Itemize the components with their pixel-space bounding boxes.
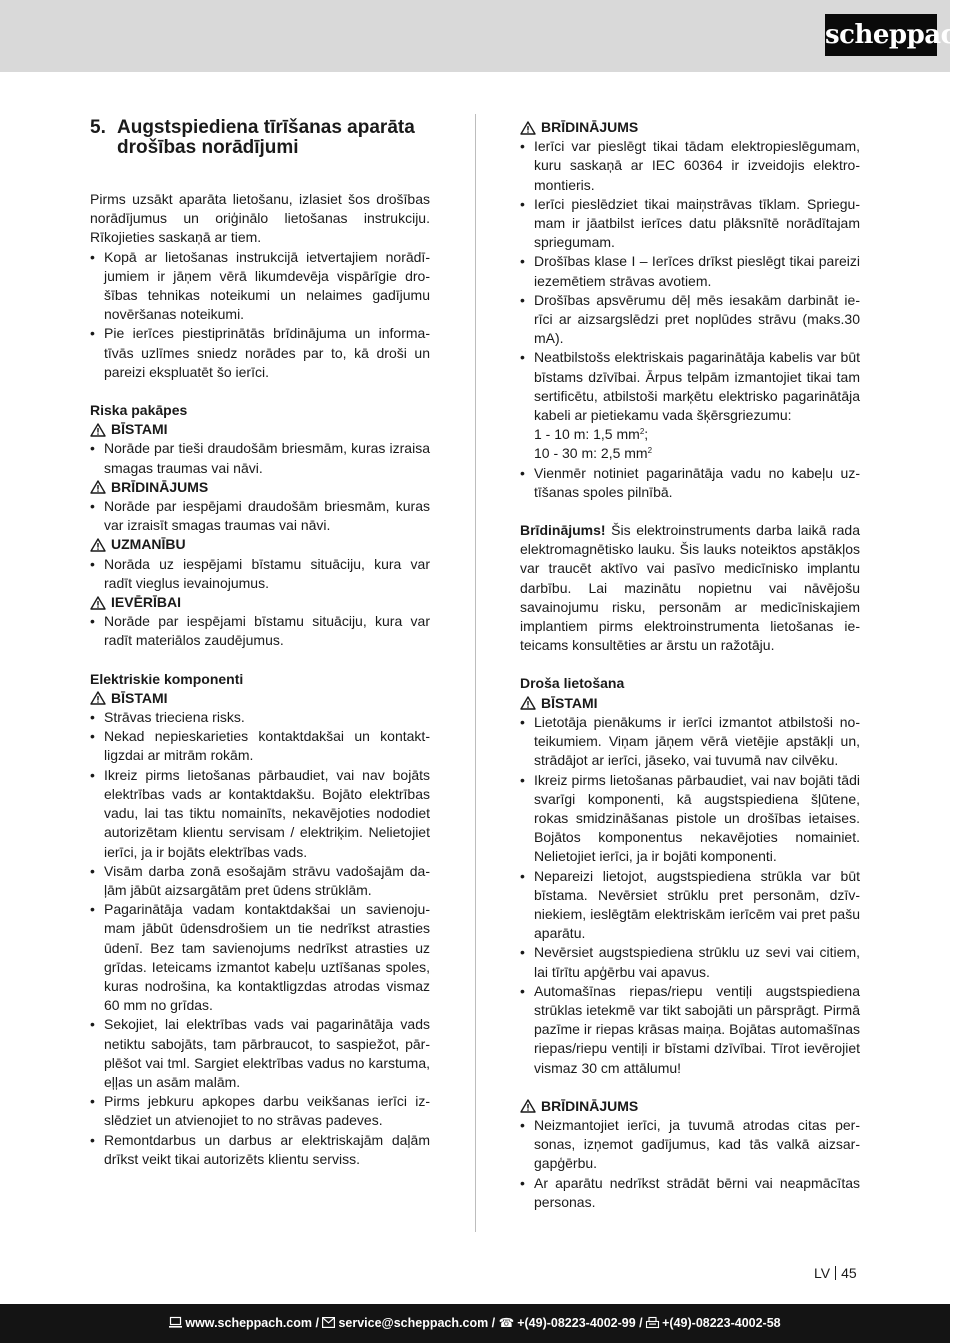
risk-list-caution: [90, 555, 430, 593]
section-number: 5.: [90, 117, 106, 138]
list-item: • Pirms jebkuru apkopes darbu veikšanas ierīci izslēdziet un atvienojiet to no strāvas padeves.: [90, 1092, 430, 1130]
footer-email[interactable]: service@scheppach.com: [338, 1316, 489, 1330]
warning-label: BRĪDINĀJUMS: [541, 1097, 639, 1114]
warning-triangle-icon: [90, 538, 106, 552]
footer-separator: /: [488, 1316, 499, 1330]
warning-label: BRĪDINĀJUMS: [541, 119, 639, 135]
superscript: 2: [639, 427, 645, 437]
list-item: • Nekad nepieskarieties kontaktdakšai un kontaktligzdai ar mitrām rokām.: [90, 727, 430, 765]
list-item: • Remontdarbus un darbus ar elektriskajām daļām drīkst veikt tikai autorizēts klientu serviss.: [90, 1131, 430, 1169]
warning-triangle-icon: [90, 480, 106, 494]
list-item: • Automašīnas riepas/riepu ventiļi augstspiediena strūklas ietekmē var tikt sabojāti un pārsprāgt. Pirmā pazīme ir riepas krāsas maiņa. Bojātas automašīnas riepas/riepu ventiļi ir bīstami dzīvībai. Tīrot ievērojiet vismaz 30 cm attālumu!: [520, 982, 860, 1078]
warning-label: BĪSTAMI: [541, 694, 598, 711]
left-column: [90, 118, 430, 1169]
right-warning-list: [520, 137, 860, 502]
intro-paragraph: Pirms uzsākt aparāta lietošanu, izlasiet šos drošības norādījumus un oriģinālo lietošanas instrukciju. Rīkojieties saskaņā ar tiem.: [90, 191, 430, 246]
list-item: • Pie ierīces piestiprinātās brīdinājuma un informatīvās uzlīmes sniedz norādes par to, kā droši un pareizi ekspluatēt šo ierīci.: [90, 324, 430, 382]
list-item: • Ar aparātu nedrīkst strādāt bērni vai neapmācītas personas.: [520, 1174, 860, 1212]
risk-label-notice: [90, 593, 430, 612]
electrical-danger-label: [90, 689, 430, 708]
list-item: • Ikreiz pirms lietošanas pārbaudiet, vai nav bojāti tādi svarīgi komponenti, kā augstspiediena šļūtene, rokas smidzināšanas pistole un drošības ietaises. Bojātos komponentus nekavējoties nomainiet. Nelietojiet ierīci, ja ir bojāti komponenti.: [520, 771, 860, 867]
risk-heading: Riska pakāpes: [90, 402, 188, 419]
section-title: [90, 118, 430, 158]
list-item: • Strāvas trieciena risks.: [90, 708, 430, 727]
mail-icon: [322, 1317, 335, 1328]
electrical-heading: Elektriskie komponenti: [90, 670, 244, 687]
fax-icon: [646, 1317, 659, 1328]
emf-text: Šis elektroinstruments darba laikā rada elektromagnētisko lauku. Šis lauks noteiktos apstākļos var traucēt aktīvo vai pasīvo medicīnisko implantu darbību. Lai mazinātu nopietnu vai nāvējošu savainojumu risku, personām ar medicīniskajiem implantiem pirms elektroinstrumenta lietošanas ieteicams konsultēties ar ārstu un ražotāju.: [520, 522, 860, 654]
footer-fax[interactable]: +(49)-08223-4002-58: [662, 1316, 781, 1330]
list-item: • Norāde par iespējami bīstamu situāciju, kura var radīt materiālos zaudējumus.: [90, 612, 430, 650]
list-item: • Ierīci var pieslēgt tikai tādam elektropieslēgumam, kuru saskaņā ar IEC 60364 ir izveidojis elektromontieris.: [520, 137, 860, 195]
list-item: • Pagarinātāja vadam kontaktdakšai un savienojumam jābūt ūdensdrošiem un tie nedrīkst atrasties ūdenī. Bez tam savienojums nedrīkst atrasties uz grīdas. Ieteicams izmantot kabeļu uztīšanas spoles, kuras nodrošina, ka kontaktligzdas atrodas vismaz 60 mm no grīdas.: [90, 900, 430, 1015]
list-item: • Ikreiz pirms lietošanas pārbaudiet, vai nav bojāts elektrības vads ar kontaktdakšu. Bojāto elektrības vadu, lai tas tiktu nomainīts, nekavējoties nododiet autorizētam klientu servisam / elektriķim. Nelietojiet ierīci, ja ir bojāts elektrības vads.: [90, 766, 430, 862]
list-item: • Visām darba zonā esošajām strāvu vadošajām daļām jābūt aizsargātām pret ūdens strūklām.: [90, 862, 430, 900]
page-language: LV: [814, 1265, 831, 1281]
page-number-value: 45: [841, 1265, 857, 1281]
final-warning-list: [520, 1116, 860, 1212]
warning-triangle-icon: [520, 121, 536, 135]
superscript: 2: [647, 446, 653, 456]
computer-icon: [169, 1317, 182, 1328]
footer-bar: [0, 1304, 950, 1343]
list-item: • Norāde par iespējami draudošām briesmām, kuras var izraisīt smagas traumas vai nāvi.: [90, 497, 430, 535]
safe-use-heading: Droša lietošana: [520, 675, 625, 692]
warning-label: IEVĒRĪBAI: [111, 594, 182, 611]
risk-label-warning: [90, 478, 430, 497]
safe-use-danger-label: [520, 694, 860, 713]
list-item: • Norāda uz iespējami bīstamu situāciju, kura var radīt vieglus ievainojumus.: [90, 555, 430, 593]
top-bar: [0, 0, 974, 72]
footer-website[interactable]: www.scheppach.com: [185, 1316, 313, 1330]
risk-label-danger: [90, 420, 430, 439]
column-divider: [475, 114, 476, 1232]
emf-paragraph: [520, 521, 860, 655]
page-separator: [835, 1266, 836, 1280]
risk-list-danger: [90, 439, 430, 477]
risk-label-caution: [90, 535, 430, 554]
page-number: [814, 1264, 857, 1283]
list-item: • Sekojiet, lai elektrības vads vai pagarinātāja vads netiktu sabojāts, tam pārbraucot, to saspiežot, pārplēšot vai tml. Sargiet elektrības vadus no karstuma, eļļas un asām malām.: [90, 1015, 430, 1092]
cable-line-2: 10 - 30 m: 2,5 mm: [534, 445, 648, 462]
safe-use-list: [520, 713, 860, 1078]
list-item: • Drošības klase I – Ierīces drīkst pieslēgt tikai pareizi iezemētiem strāvas avotiem.: [520, 252, 860, 290]
warning-triangle-icon: [520, 1099, 536, 1113]
right-warning-label: [520, 118, 860, 137]
list-item: • Neizmantojiet ierīci, ja tuvumā atrodas citas personas, izņemot gadījumus, kad tās valkā aizsargapģērbu.: [520, 1116, 860, 1174]
warning-triangle-icon: [90, 596, 106, 610]
risk-list-warning: [90, 497, 430, 535]
list-item: • Kopā ar lietošanas instrukcijā ietvertajiem norādījumiem ir jāņem vērā likumdevēja vispārīgie drošības tehnikas noteikumi un nelaimes gadījumu novēršanas noteikumi.: [90, 248, 430, 325]
intro-list: [90, 248, 430, 382]
list-item: • Lietotāja pienākums ir ierīci izmantot atbilstoši noteikumiem. Viņam jāņem vērā vietējie apstākļi un, strādājot ar ierīci, jāseko, vai tuvumā nav cilvēku.: [520, 713, 860, 771]
list-item: • Vienmēr notiniet pagarinātāja vadu no kabeļu uztīšanas spoles pilnībā.: [520, 464, 860, 502]
final-warning-label: [520, 1097, 860, 1116]
list-item: • Nevērsiet augstspiediena strūklu uz sevi vai citiem, lai tīrītu apģērbu vai apavus.: [520, 943, 860, 981]
warning-label: BRĪDINĀJUMS: [111, 478, 209, 495]
emf-lead: Brīdinājums!: [520, 522, 606, 539]
warning-triangle-icon: [90, 423, 106, 437]
risk-list-notice: [90, 612, 430, 650]
warning-triangle-icon: [520, 696, 536, 710]
list-item: • Norāde par tieši draudošām briesmām, kuras izraisa smagas traumas vai nāvi.: [90, 439, 430, 477]
footer-separator: /: [635, 1316, 647, 1330]
warning-label: BĪSTAMI: [111, 421, 168, 438]
section-title-text: Augstspiediena tīrīšanas aparāta drošības norādījumi: [117, 117, 415, 158]
cable-line-1-suffix: ;: [644, 426, 649, 443]
warning-triangle-icon: [90, 691, 106, 705]
cable-line-1: 1 - 10 m: 1,5 mm: [534, 426, 640, 443]
scheppach-logo: scheppach: [825, 14, 937, 56]
warning-label: UZMANĪBU: [111, 536, 186, 553]
phone-icon: ☎: [498, 1316, 515, 1330]
footer-separator: /: [312, 1316, 323, 1330]
list-item: • Nepareizi lietojot, augstspiediena strūkla var būt bīstama. Nevērsiet strūklu pret personām, dzīvniekiem, ieslēgtām elektriskām ierīcēm vai pret pašu aparātu.: [520, 867, 860, 944]
cable-text: Neatbilstošs elektriskais pagarinātāja kabelis var būt bīstams dzīvībai. Ārpus telpām izmantojiet tikai tam sertificētu, atbilstoši marķētu elektrisko pagarinātāja kabeli ar pietiekamu vada šķērsgriezumu:: [534, 349, 860, 424]
list-item: • Ierīci pieslēdziet tikai maiņstrāvas tīklam. Spriegumam ir jāatbilst ierīces datu plāksnītē norādītajam spriegumam.: [520, 195, 860, 253]
list-item-cable: [520, 348, 860, 463]
warning-label: BĪSTAMI: [111, 689, 168, 706]
list-item: • Drošības apsvērumu dēļ mēs iesakām darbināt ierīci ar aizsargslēdzi pret noplūdes strāvu (maks.30 mA).: [520, 291, 860, 349]
right-column: [520, 118, 860, 1212]
footer-phone[interactable]: +(49)-08223-4002-99: [517, 1316, 636, 1330]
electrical-list: [90, 708, 430, 1169]
